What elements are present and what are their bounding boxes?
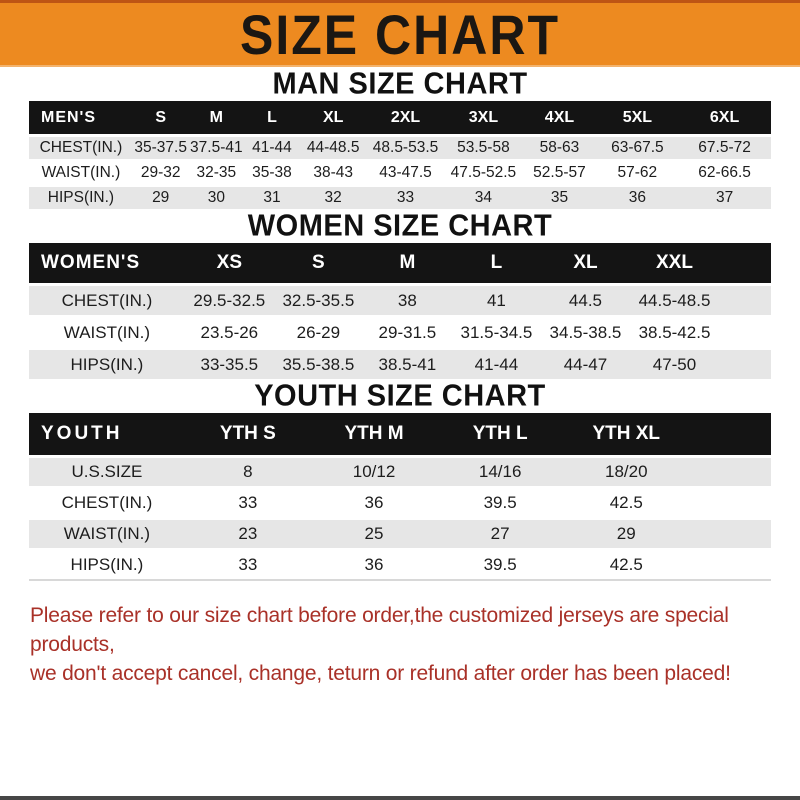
size-value-cell: 36: [311, 488, 437, 519]
size-value-cell: 29-31.5: [363, 317, 452, 349]
disclaimer-note: [30, 601, 772, 688]
women-header-label: WOMEN'S: [29, 243, 185, 285]
spacer-cell: [689, 519, 771, 550]
size-value-cell: 44.5-48.5: [630, 285, 719, 317]
column-header: YTH S: [185, 413, 311, 457]
size-value-cell: 33: [185, 550, 311, 581]
size-value-cell: 39.5: [437, 550, 563, 581]
size-value-cell: 14/16: [437, 457, 563, 488]
size-value-cell: 27: [437, 519, 563, 550]
row-label: WAIST(IN.): [29, 519, 185, 550]
size-value-cell: 35-38: [244, 161, 300, 186]
column-header: L: [244, 101, 300, 136]
spacer-cell: [689, 413, 771, 457]
size-value-cell: 33: [185, 488, 311, 519]
bottom-edge-line: [0, 796, 800, 800]
size-value-cell: 31.5-34.5: [452, 317, 541, 349]
size-value-cell: 36: [311, 550, 437, 581]
men-hips-row: [29, 186, 771, 210]
women-section-heading: WOMEN SIZE CHART: [247, 209, 553, 243]
men-waist-row: [29, 161, 771, 186]
size-value-cell: 35: [522, 186, 596, 210]
youth-waist-row: [29, 519, 771, 550]
size-value-cell: 32-35: [189, 161, 245, 186]
size-value-cell: 36: [597, 186, 679, 210]
disclaimer-line-1: Please refer to our size chart before order,the customized jerseys are special products,: [30, 604, 729, 656]
column-header: 5XL: [597, 101, 679, 136]
title-banner: [0, 0, 800, 67]
row-label: CHEST(IN.): [29, 488, 185, 519]
size-value-cell: 38: [363, 285, 452, 317]
column-header: M: [363, 243, 452, 285]
column-header: YTH L: [437, 413, 563, 457]
youth-chest-row: [29, 488, 771, 519]
size-value-cell: 67.5-72: [678, 136, 771, 161]
spacer-cell: [719, 243, 771, 285]
size-value-cell: 38.5-42.5: [630, 317, 719, 349]
size-value-cell: 42.5: [563, 488, 689, 519]
row-label: WAIST(IN.): [29, 161, 133, 186]
size-value-cell: 63-67.5: [597, 136, 679, 161]
size-value-cell: 35.5-38.5: [274, 349, 363, 380]
column-header: YTH XL: [563, 413, 689, 457]
youth-ussize-row: [29, 457, 771, 488]
size-value-cell: 48.5-53.5: [367, 136, 445, 161]
size-value-cell: 47-50: [630, 349, 719, 380]
men-chest-row: [29, 136, 771, 161]
size-value-cell: 42.5: [563, 550, 689, 581]
youth-section-heading: YOUTH SIZE CHART: [254, 379, 546, 413]
men-header-label: MEN'S: [29, 101, 133, 136]
row-label: HIPS(IN.): [29, 550, 185, 581]
size-value-cell: 23: [185, 519, 311, 550]
size-value-cell: 10/12: [311, 457, 437, 488]
women-chest-row: [29, 285, 771, 317]
row-label: CHEST(IN.): [29, 136, 133, 161]
size-value-cell: 38.5-41: [363, 349, 452, 380]
column-header: XL: [541, 243, 630, 285]
size-value-cell: 44-47: [541, 349, 630, 380]
column-header: 2XL: [367, 101, 445, 136]
size-value-cell: 25: [311, 519, 437, 550]
women-header-row: [29, 243, 771, 285]
size-value-cell: 58-63: [522, 136, 596, 161]
size-value-cell: 34.5-38.5: [541, 317, 630, 349]
size-value-cell: 41: [452, 285, 541, 317]
row-label: HIPS(IN.): [29, 349, 185, 380]
men-section-heading: MAN SIZE CHART: [272, 67, 528, 101]
column-header: L: [452, 243, 541, 285]
size-value-cell: 41-44: [452, 349, 541, 380]
size-value-cell: 23.5-26: [185, 317, 274, 349]
size-value-cell: 30: [189, 186, 245, 210]
size-value-cell: 18/20: [563, 457, 689, 488]
size-value-cell: 34: [444, 186, 522, 210]
column-header: XL: [300, 101, 367, 136]
size-value-cell: 32: [300, 186, 367, 210]
men-size-table: [29, 101, 771, 209]
size-value-cell: 39.5: [437, 488, 563, 519]
spacer-cell: [719, 317, 771, 349]
spacer-cell: [689, 488, 771, 519]
size-value-cell: 38-43: [300, 161, 367, 186]
row-label: U.S.SIZE: [29, 457, 185, 488]
column-header: XXL: [630, 243, 719, 285]
size-value-cell: 37.5-41: [189, 136, 245, 161]
size-value-cell: 44-48.5: [300, 136, 367, 161]
youth-hips-row: [29, 550, 771, 581]
column-header: S: [133, 101, 189, 136]
column-header: YTH M: [311, 413, 437, 457]
column-header: M: [189, 101, 245, 136]
spacer-cell: [719, 285, 771, 317]
youth-header-label: YOUTH: [29, 413, 185, 457]
size-value-cell: 29: [563, 519, 689, 550]
size-value-cell: 47.5-52.5: [444, 161, 522, 186]
size-value-cell: 52.5-57: [522, 161, 596, 186]
row-label: WAIST(IN.): [29, 317, 185, 349]
size-value-cell: 29.5-32.5: [185, 285, 274, 317]
size-value-cell: 35-37.5: [133, 136, 189, 161]
women-hips-row: [29, 349, 771, 380]
women-waist-row: [29, 317, 771, 349]
size-value-cell: 8: [185, 457, 311, 488]
spacer-cell: [689, 457, 771, 488]
column-header: XS: [185, 243, 274, 285]
size-value-cell: 26-29: [274, 317, 363, 349]
size-value-cell: 29: [133, 186, 189, 210]
size-value-cell: 32.5-35.5: [274, 285, 363, 317]
size-value-cell: 31: [244, 186, 300, 210]
size-value-cell: 37: [678, 186, 771, 210]
youth-header-row: [29, 413, 771, 457]
disclaimer-line-2: we don't accept cancel, change, teturn or refund after order has been placed!: [30, 662, 731, 685]
row-label: CHEST(IN.): [29, 285, 185, 317]
size-value-cell: 43-47.5: [367, 161, 445, 186]
row-label: HIPS(IN.): [29, 186, 133, 210]
page-title: SIZE CHART: [240, 3, 560, 67]
column-header: S: [274, 243, 363, 285]
column-header: 4XL: [522, 101, 596, 136]
youth-size-table: [29, 413, 771, 581]
size-value-cell: 44.5: [541, 285, 630, 317]
size-value-cell: 57-62: [597, 161, 679, 186]
women-size-table: [29, 243, 771, 379]
spacer-cell: [719, 349, 771, 380]
size-value-cell: 62-66.5: [678, 161, 771, 186]
spacer-cell: [689, 550, 771, 581]
column-header: 6XL: [678, 101, 771, 136]
size-value-cell: 29-32: [133, 161, 189, 186]
size-value-cell: 53.5-58: [444, 136, 522, 161]
size-value-cell: 41-44: [244, 136, 300, 161]
men-header-row: [29, 101, 771, 136]
column-header: 3XL: [444, 101, 522, 136]
size-value-cell: 33-35.5: [185, 349, 274, 380]
size-value-cell: 33: [367, 186, 445, 210]
